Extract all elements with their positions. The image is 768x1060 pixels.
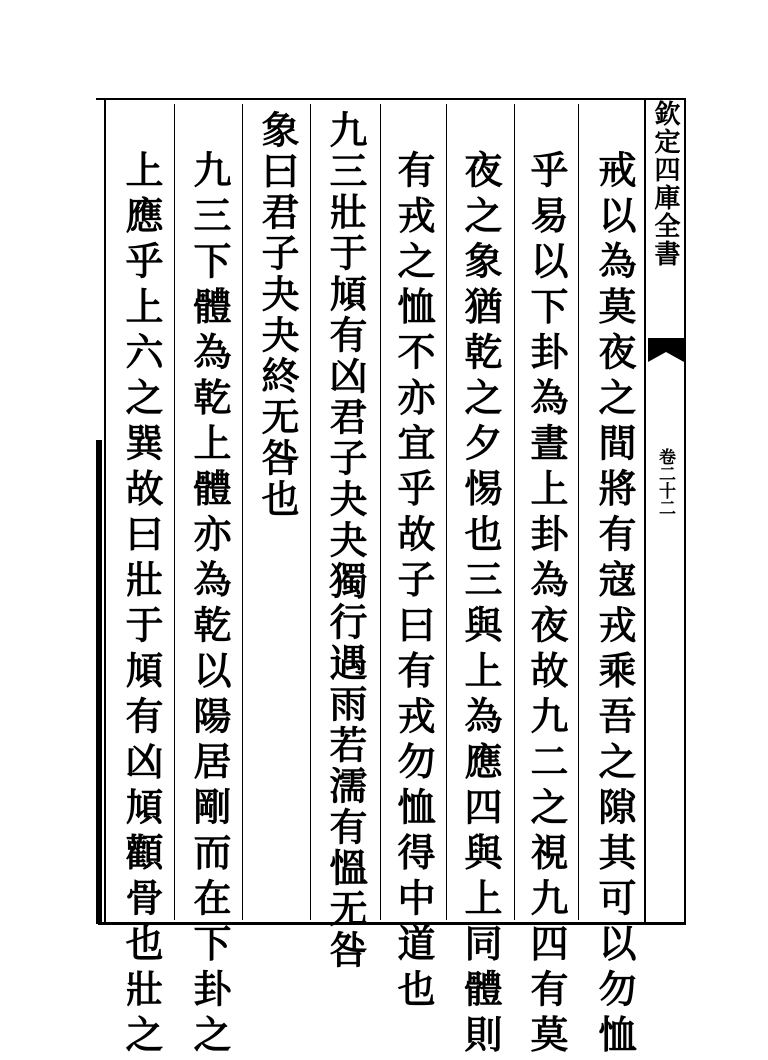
text-column-5-text: 九三壯于頄有凶君子夬夬獨行遇雨若濡有慍无咎 (323, 110, 368, 971)
column-divider (310, 104, 311, 920)
text-column-8 (116, 150, 166, 1060)
text-column-6 (252, 110, 302, 520)
column-divider (578, 104, 579, 920)
column-divider (446, 104, 447, 920)
margin-book-title-text: 欽定四庫全書 (650, 100, 680, 268)
margin-divider (644, 100, 646, 922)
margin-juan-number (652, 448, 678, 516)
text-column-3-text: 夜之象猶乾之夕惕也三與上為應四與上同體則 (458, 150, 503, 1060)
text-column-4 (388, 150, 438, 1015)
frame-left-rule (104, 100, 106, 922)
text-column-8-text: 上應乎上六之巽故曰壯于頄有凶頄顴骨也壯之 (119, 150, 164, 1060)
text-column-5 (320, 110, 370, 971)
column-divider (174, 104, 175, 920)
text-column-2 (521, 150, 571, 1060)
frame-top-rule (96, 98, 686, 100)
margin-juan-text: 卷二十二 (655, 448, 675, 516)
frame-left-heavy-bar (96, 440, 102, 924)
column-divider (380, 104, 381, 920)
column-divider (242, 104, 243, 920)
text-column-2-text: 乎易以下卦為晝上卦為夜故九二之視九四有莫 (524, 150, 569, 1060)
margin-book-title (648, 100, 682, 268)
text-column-1 (589, 150, 639, 1060)
text-column-7 (184, 150, 234, 1060)
text-column-1-text: 戒以為莫夜之間將有寇戎乘吾之隙其可以勿恤 (592, 150, 637, 1060)
column-divider (514, 104, 515, 920)
text-column-6-text: 象曰君子夬夬終无咎也 (255, 110, 300, 520)
fishtail-mark-icon (648, 338, 684, 362)
text-column-3 (455, 150, 505, 1060)
text-column-4-text: 有戎之恤不亦宜乎故子曰有戎勿恤得中道也 (391, 150, 436, 1015)
text-column-7-text: 九三下體為乾上體亦為乾以陽居剛而在下卦之 (187, 150, 232, 1060)
frame-right-rule (684, 100, 686, 922)
